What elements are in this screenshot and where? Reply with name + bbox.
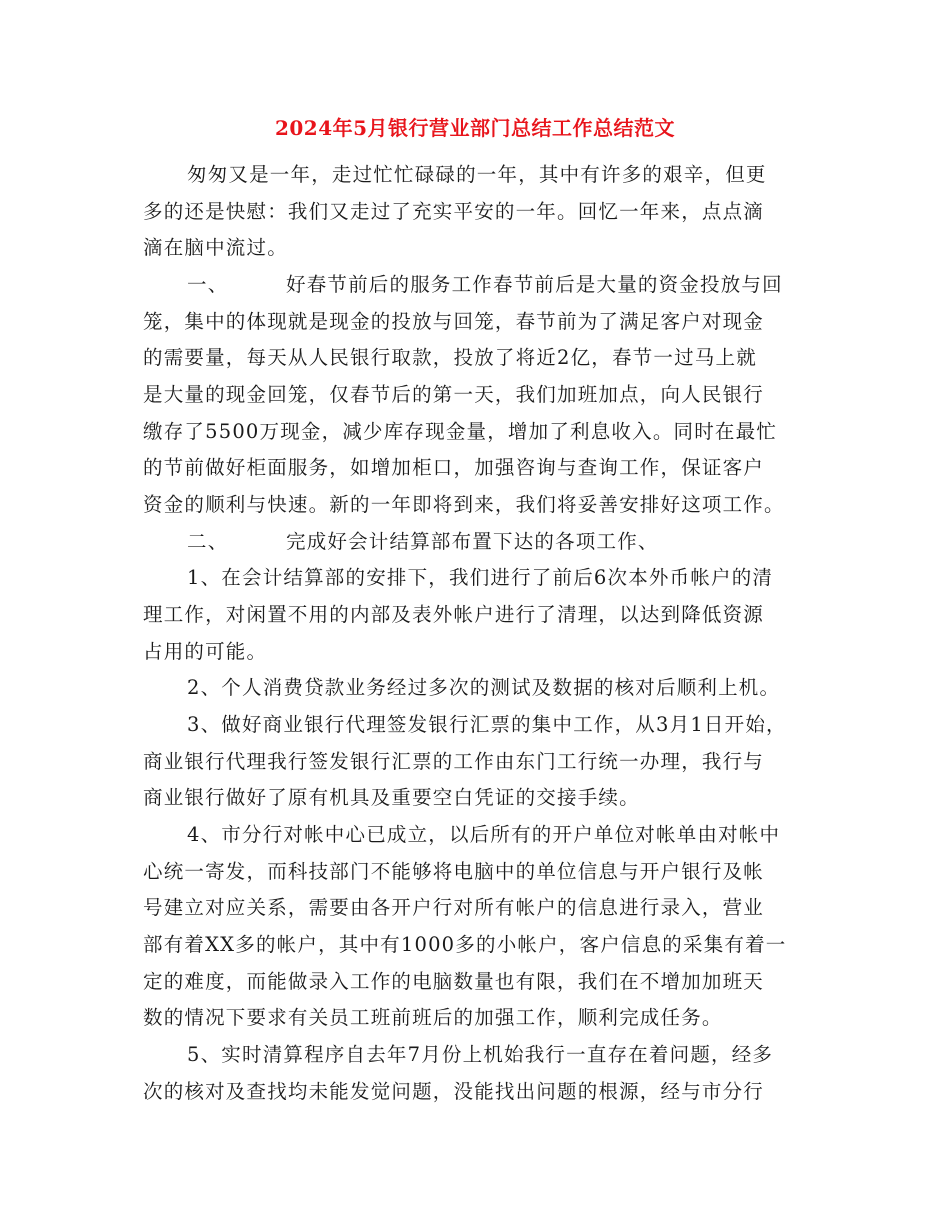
paragraph-line: 资金的顺利与快速。新的一年即将到来，我们将妥善安排好这项工作。 (143, 493, 785, 516)
paragraph-line: 多的还是快慰：我们又走过了充实平安的一年。回忆一年来，点点滴 (143, 200, 765, 223)
paragraph-line: 4、市分行对帐中心已成立，以后所有的开户单位对帐单由对帐中 (187, 823, 781, 846)
paragraph-line: 心统一寄发，而科技部门不能够将电脑中的单位信息与开户银行及帐 (143, 860, 765, 883)
paragraph-line: 缴存了5500万现金，减少库存现金量，增加了利息收入。同时在最忙 (143, 420, 778, 443)
document-title: 2024年5月银行营业部门总结工作总结范文 (274, 116, 676, 140)
paragraph-line: 次的核对及查找均未能发觉问题，没能找出问题的根源，经与市分行 (143, 1080, 765, 1103)
paragraph-line: 理工作，对闲置不用的内部及表外帐户进行了清理，以达到降低资源 (143, 603, 765, 626)
paragraph-line: 商业银行代理我行签发银行汇票的工作由东门工行统一办理，我行与 (143, 750, 765, 773)
paragraph-line: 5、实时清算程序自去年7月份上机始我行一直存在着问题，经多 (187, 1043, 774, 1066)
paragraph-line: 1、在会计结算部的安排下，我们进行了前后6次本外币帐户的清 (187, 566, 774, 589)
section-number: 二、 (187, 530, 229, 553)
paragraph-line: 部有着XX多的帐户，其中有1000多的小帐户，客户信息的采集有着一 (143, 933, 787, 956)
paragraph-line: 好春节前后的服务工作春节前后是大量的资金投放与回 (286, 273, 783, 296)
paragraph-line: 的节前做好柜面服务，如增加柜口，加强咨询与查询工作，保证客户 (143, 456, 765, 479)
section-number: 一、 (187, 273, 229, 296)
paragraph-line: 3、做好商业银行代理签发银行汇票的集中工作，从3月1日开始， (187, 713, 787, 736)
paragraph-line: 商业银行做好了原有机具及重要空白凭证的交接手续。 (143, 786, 640, 809)
paragraph-line: 号建立对应关系，需要由各开户行对所有帐户的信息进行录入，营业 (143, 896, 765, 919)
section-heading: 完成好会计结算部布置下达的各项工作、 (286, 530, 659, 553)
paragraph-line: 占用的可能。 (143, 640, 268, 663)
paragraph-line: 2、个人消费贷款业务经过多次的测试及数据的核对后顺利上机。 (187, 676, 781, 699)
paragraph-line: 定的难度，而能做录入工作的电脑数量也有限，我们在不增加加班天 (143, 970, 765, 993)
paragraph-line: 匆匆又是一年，走过忙忙碌碌的一年，其中有许多的艰辛，但更 (187, 163, 767, 186)
paragraph-line: 数的情况下要求有关员工班前班后的加强工作，顺利完成任务。 (143, 1006, 723, 1029)
paragraph-line: 的需要量，每天从人民银行取款，投放了将近2亿，春节一过马上就 (143, 346, 757, 369)
paragraph-line: 滴在脑中流过。 (143, 236, 288, 259)
paragraph-line: 是大量的现金回笼，仅春节后的第一天，我们加班加点，向人民银行 (143, 383, 765, 406)
paragraph-line: 笼，集中的体现就是现金的投放与回笼，春节前为了满足客户对现金 (143, 310, 765, 333)
